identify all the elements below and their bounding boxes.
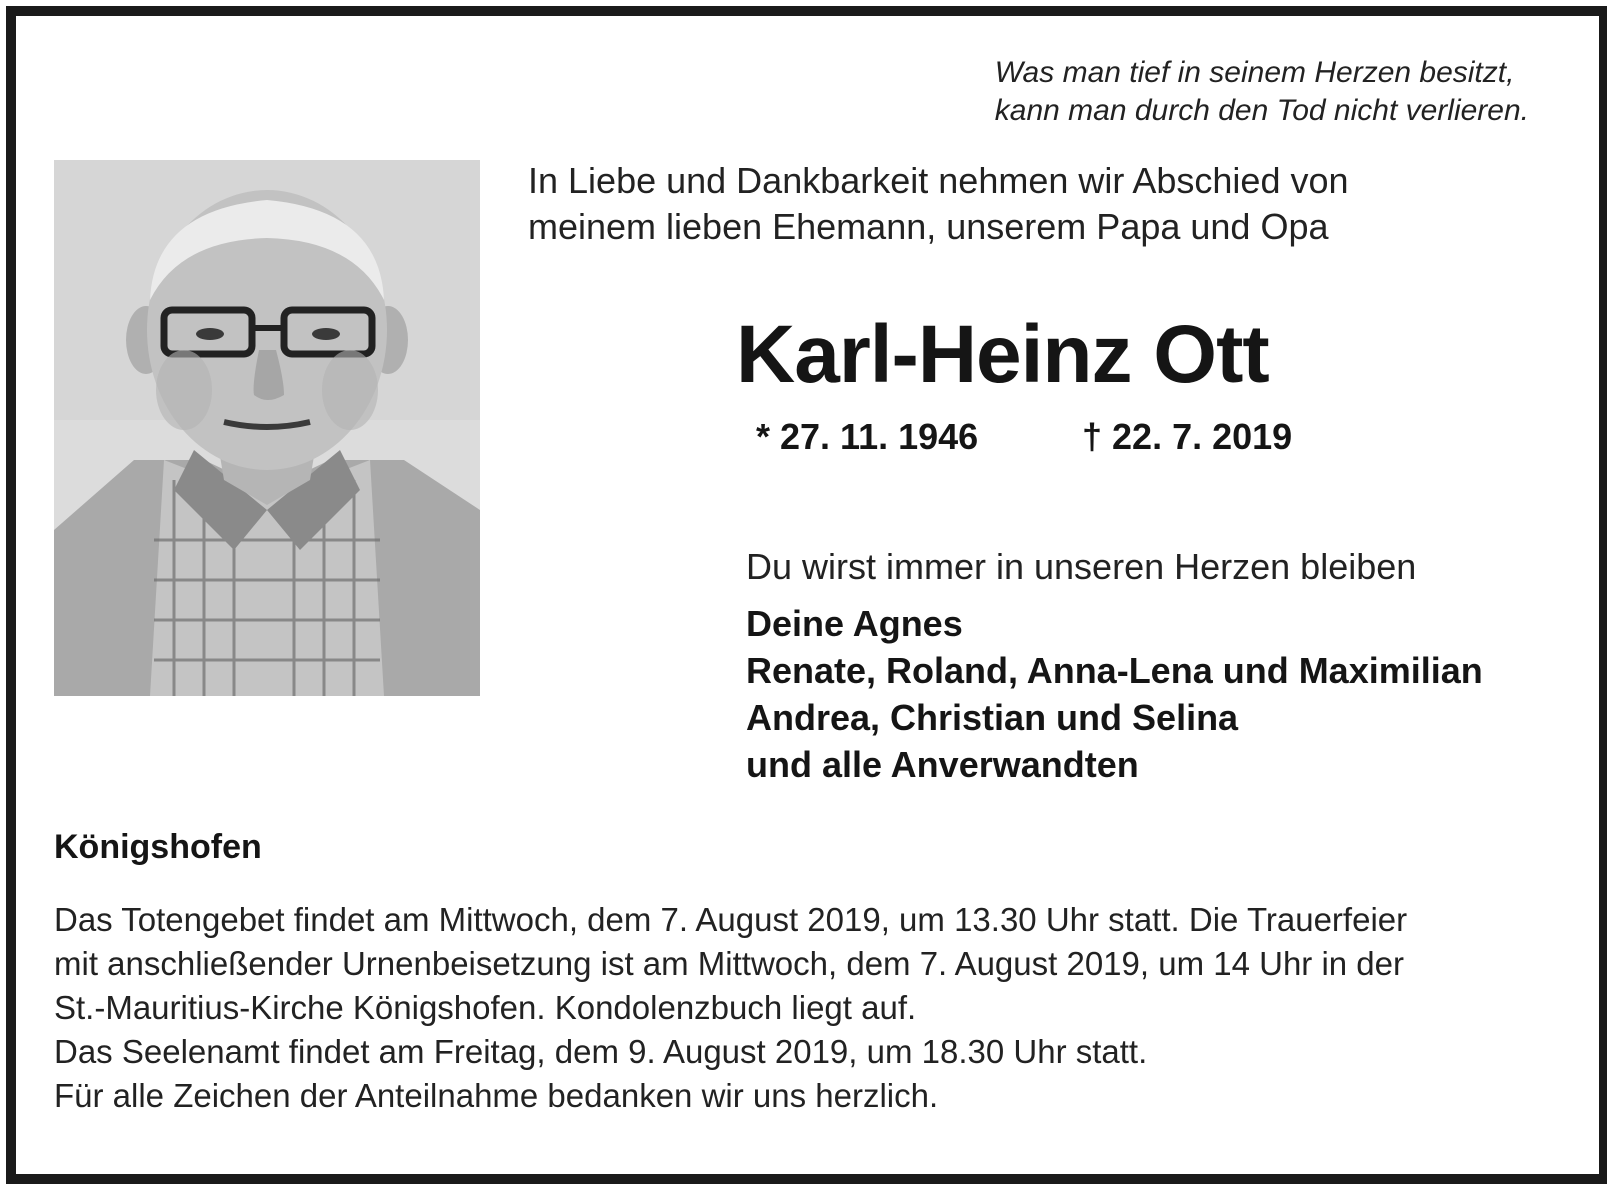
memorial-quote xyxy=(995,54,1529,130)
intro-text xyxy=(528,158,1349,250)
mourners-list xyxy=(746,600,1483,788)
intro-line-2: meinem lieben Ehemann, unserem Papa und Opa xyxy=(528,206,1329,247)
mourner-line: Renate, Roland, Anna-Lena und Maximilian xyxy=(746,650,1483,691)
deceased-name: Karl-Heinz Ott xyxy=(736,309,1269,400)
mourner-line: Deine Agnes xyxy=(746,603,963,644)
details-line: St.-Mauritius-Kirche Königshofen. Kondolenzbuch liegt auf. xyxy=(54,989,917,1026)
birth-date: * 27. 11. 1946 xyxy=(756,416,979,457)
details-line: Das Seelenamt findet am Freitag, dem 9. August 2019, um 18.30 Uhr statt. xyxy=(54,1033,1148,1070)
details-line: Für alle Zeichen der Anteilnahme bedanken wir uns herzlich. xyxy=(54,1077,939,1114)
portrait-image xyxy=(54,160,480,696)
details-line: Das Totengebet findet am Mittwoch, dem 7. August 2019, um 13.30 Uhr statt. Die Trauerfeier xyxy=(54,901,1408,938)
mourner-line: Andrea, Christian und Selina xyxy=(746,697,1239,738)
portrait-photo xyxy=(54,160,480,696)
quote-line-1: Was man tief in seinem Herzen besitzt, xyxy=(994,56,1515,89)
service-details xyxy=(54,898,1407,1118)
mourner-line: und alle Anverwandten xyxy=(746,744,1139,785)
intro-line-1: In Liebe und Dankbarkeit nehmen wir Abschied von xyxy=(528,160,1349,201)
quote-line-2: kann man durch den Tod nicht verlieren. xyxy=(994,94,1529,127)
remembrance-line: Du wirst immer in unseren Herzen bleiben xyxy=(746,546,1417,587)
death-date: † 22. 7. 2019 xyxy=(1082,416,1293,457)
place-heading: Königshofen xyxy=(54,828,262,866)
details-line: mit anschließender Urnenbeisetzung ist am Mittwoch, dem 7. August 2019, um 14 Uhr in der xyxy=(54,945,1405,982)
